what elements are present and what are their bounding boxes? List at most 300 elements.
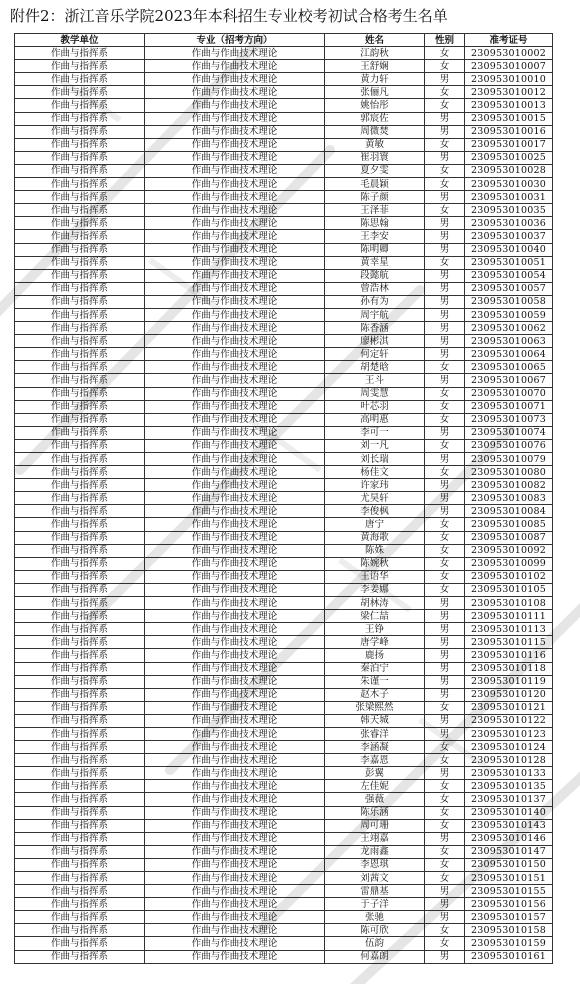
table-row	[15, 99, 553, 112]
cell-major: 作曲与作曲技术理论	[145, 243, 325, 256]
cell-gender: 男	[425, 675, 465, 688]
cell-department: 作曲与指挥系	[15, 610, 145, 623]
cell-exam-id: 230953010156	[465, 898, 553, 911]
cell-exam-id: 230953010157	[465, 911, 553, 924]
cell-exam-id: 230953010119	[465, 675, 553, 688]
cell-major: 作曲与作曲技术理论	[145, 531, 325, 544]
cell-exam-id: 230953010113	[465, 623, 553, 636]
cell-exam-id: 230953010010	[465, 73, 553, 86]
cell-name: 叶芯羽	[325, 400, 425, 413]
cell-gender: 男	[425, 714, 465, 727]
cell-major: 作曲与作曲技术理论	[145, 649, 325, 662]
cell-gender: 男	[425, 112, 465, 125]
cell-name: 陈明卿	[325, 243, 425, 256]
cell-major: 作曲与作曲技术理论	[145, 178, 325, 191]
cell-exam-id: 230953010099	[465, 557, 553, 570]
cell-exam-id: 230953010070	[465, 387, 553, 400]
cell-major: 作曲与作曲技术理论	[145, 492, 325, 505]
cell-department: 作曲与指挥系	[15, 60, 145, 73]
cell-name: 唐宁	[325, 518, 425, 531]
cell-major: 作曲与作曲技术理论	[145, 439, 325, 452]
cell-major: 作曲与作曲技术理论	[145, 767, 325, 780]
cell-name: 王舒娴	[325, 60, 425, 73]
cell-major: 作曲与作曲技术理论	[145, 138, 325, 151]
table-row	[15, 413, 553, 426]
cell-department: 作曲与指挥系	[15, 322, 145, 335]
cell-major: 作曲与作曲技术理论	[145, 125, 325, 138]
table-row	[15, 295, 553, 308]
cell-gender: 男	[425, 911, 465, 924]
cell-gender: 男	[425, 898, 465, 911]
cell-department: 作曲与指挥系	[15, 466, 145, 479]
cell-department: 作曲与指挥系	[15, 151, 145, 164]
cell-gender: 女	[425, 361, 465, 374]
table-row	[15, 531, 553, 544]
table-row	[15, 518, 553, 531]
cell-department: 作曲与指挥系	[15, 47, 145, 60]
cell-gender: 男	[425, 662, 465, 675]
table-row	[15, 426, 553, 439]
cell-gender: 女	[425, 86, 465, 99]
cell-exam-id: 230953010012	[465, 86, 553, 99]
cell-gender: 男	[425, 426, 465, 439]
cell-gender: 女	[425, 178, 465, 191]
table-row	[15, 662, 553, 675]
cell-major: 作曲与作曲技术理论	[145, 780, 325, 793]
cell-major: 作曲与作曲技术理论	[145, 688, 325, 701]
cell-exam-id: 230953010123	[465, 727, 553, 740]
table-row	[15, 348, 553, 361]
cell-major: 作曲与作曲技术理论	[145, 230, 325, 243]
cell-name: 左佳妮	[325, 780, 425, 793]
cell-gender: 女	[425, 204, 465, 217]
cell-exam-id: 230953010085	[465, 518, 553, 531]
cell-name: 周宇航	[325, 308, 425, 321]
cell-major: 作曲与作曲技术理论	[145, 295, 325, 308]
table-row	[15, 308, 553, 321]
cell-exam-id: 230953010147	[465, 845, 553, 858]
table-row	[15, 125, 553, 138]
cell-department: 作曲与指挥系	[15, 282, 145, 295]
table-row	[15, 701, 553, 714]
cell-department: 作曲与指挥系	[15, 112, 145, 125]
cell-department: 作曲与指挥系	[15, 741, 145, 754]
cell-major: 作曲与作曲技术理论	[145, 675, 325, 688]
table-row	[15, 178, 553, 191]
cell-department: 作曲与指挥系	[15, 413, 145, 426]
cell-exam-id: 230953010118	[465, 662, 553, 675]
cell-exam-id: 230953010064	[465, 348, 553, 361]
cell-major: 作曲与作曲技术理论	[145, 308, 325, 321]
cell-department: 作曲与指挥系	[15, 400, 145, 413]
cell-department: 作曲与指挥系	[15, 426, 145, 439]
cell-major: 作曲与作曲技术理论	[145, 701, 325, 714]
cell-major: 作曲与作曲技术理论	[145, 204, 325, 217]
cell-gender: 男	[425, 832, 465, 845]
cell-gender: 女	[425, 937, 465, 950]
cell-department: 作曲与指挥系	[15, 73, 145, 86]
cell-name: 李可一	[325, 426, 425, 439]
cell-gender: 女	[425, 47, 465, 60]
cell-department: 作曲与指挥系	[15, 754, 145, 767]
cell-name: 周微焚	[325, 125, 425, 138]
cell-major: 作曲与作曲技术理论	[145, 151, 325, 164]
cell-major: 作曲与作曲技术理论	[145, 60, 325, 73]
cell-major: 作曲与作曲技术理论	[145, 819, 325, 832]
table-row	[15, 282, 553, 295]
cell-exam-id: 230953010058	[465, 295, 553, 308]
cell-name: 伍韵	[325, 937, 425, 950]
cell-gender: 男	[425, 243, 465, 256]
cell-name: 朱谨一	[325, 675, 425, 688]
cell-exam-id: 230953010028	[465, 164, 553, 177]
roster-table	[14, 33, 553, 964]
table-row	[15, 688, 553, 701]
table-row	[15, 806, 553, 819]
cell-department: 作曲与指挥系	[15, 453, 145, 466]
cell-name: 秦泊宁	[325, 662, 425, 675]
cell-exam-id: 230953010159	[465, 937, 553, 950]
cell-major: 作曲与作曲技术理论	[145, 387, 325, 400]
cell-department: 作曲与指挥系	[15, 583, 145, 596]
cell-major: 作曲与作曲技术理论	[145, 806, 325, 819]
cell-exam-id: 230953010161	[465, 950, 553, 963]
table-row	[15, 727, 553, 740]
cell-gender: 男	[425, 649, 465, 662]
cell-name: 陈思翰	[325, 217, 425, 230]
cell-gender: 男	[425, 217, 465, 230]
cell-department: 作曲与指挥系	[15, 125, 145, 138]
cell-department: 作曲与指挥系	[15, 597, 145, 610]
cell-name: 雷鼎基	[325, 885, 425, 898]
cell-name: 王语华	[325, 570, 425, 583]
cell-department: 作曲与指挥系	[15, 688, 145, 701]
cell-name: 黄敏	[325, 138, 425, 151]
cell-exam-id: 230953010036	[465, 217, 553, 230]
cell-department: 作曲与指挥系	[15, 361, 145, 374]
table-row	[15, 610, 553, 623]
cell-name: 陈子颜	[325, 191, 425, 204]
cell-exam-id: 230953010007	[465, 60, 553, 73]
cell-gender: 女	[425, 413, 465, 426]
table-row	[15, 741, 553, 754]
cell-gender: 男	[425, 623, 465, 636]
cell-gender: 男	[425, 610, 465, 623]
cell-gender: 男	[425, 348, 465, 361]
column-header-name: 姓名	[325, 34, 425, 47]
cell-gender: 女	[425, 518, 465, 531]
cell-major: 作曲与作曲技术理论	[145, 583, 325, 596]
table-row	[15, 767, 553, 780]
cell-name: 彭翼	[325, 767, 425, 780]
table-row	[15, 636, 553, 649]
cell-department: 作曲与指挥系	[15, 138, 145, 151]
cell-department: 作曲与指挥系	[15, 505, 145, 518]
cell-department: 作曲与指挥系	[15, 806, 145, 819]
cell-name: 张睿洋	[325, 727, 425, 740]
table-row	[15, 86, 553, 99]
cell-name: 段懿航	[325, 269, 425, 282]
cell-major: 作曲与作曲技术理论	[145, 400, 325, 413]
cell-exam-id: 230953010128	[465, 754, 553, 767]
cell-name: 张驰	[325, 911, 425, 924]
cell-department: 作曲与指挥系	[15, 832, 145, 845]
cell-major: 作曲与作曲技术理论	[145, 518, 325, 531]
cell-department: 作曲与指挥系	[15, 623, 145, 636]
cell-major: 作曲与作曲技术理论	[145, 256, 325, 269]
cell-gender: 女	[425, 845, 465, 858]
cell-gender: 男	[425, 295, 465, 308]
cell-department: 作曲与指挥系	[15, 518, 145, 531]
cell-gender: 女	[425, 138, 465, 151]
cell-name: 陈可欣	[325, 924, 425, 937]
cell-name: 黄力轩	[325, 73, 425, 86]
cell-major: 作曲与作曲技术理论	[145, 950, 325, 963]
cell-gender: 男	[425, 767, 465, 780]
cell-name: 梁仁喆	[325, 610, 425, 623]
cell-gender: 男	[425, 374, 465, 387]
cell-exam-id: 230953010158	[465, 924, 553, 937]
table-row	[15, 217, 553, 230]
cell-exam-id: 230953010035	[465, 204, 553, 217]
cell-department: 作曲与指挥系	[15, 727, 145, 740]
cell-name: 鹿扬	[325, 649, 425, 662]
cell-name: 刘一凡	[325, 439, 425, 452]
cell-major: 作曲与作曲技术理论	[145, 73, 325, 86]
cell-department: 作曲与指挥系	[15, 714, 145, 727]
cell-gender: 女	[425, 793, 465, 806]
cell-major: 作曲与作曲技术理论	[145, 898, 325, 911]
table-row	[15, 387, 553, 400]
cell-exam-id: 230953010002	[465, 47, 553, 60]
cell-major: 作曲与作曲技术理论	[145, 413, 325, 426]
cell-department: 作曲与指挥系	[15, 204, 145, 217]
cell-department: 作曲与指挥系	[15, 492, 145, 505]
cell-name: 许家玮	[325, 479, 425, 492]
cell-department: 作曲与指挥系	[15, 557, 145, 570]
cell-major: 作曲与作曲技术理论	[145, 570, 325, 583]
cell-gender: 女	[425, 924, 465, 937]
table-row	[15, 400, 553, 413]
cell-exam-id: 230953010054	[465, 269, 553, 282]
cell-exam-id: 230953010059	[465, 308, 553, 321]
cell-major: 作曲与作曲技术理论	[145, 858, 325, 871]
cell-name: 胡楚晗	[325, 361, 425, 374]
cell-major: 作曲与作曲技术理论	[145, 544, 325, 557]
cell-gender: 女	[425, 754, 465, 767]
table-row	[15, 256, 553, 269]
cell-name: 于子洋	[325, 898, 425, 911]
cell-name: 韩天城	[325, 714, 425, 727]
cell-exam-id: 230953010092	[465, 544, 553, 557]
cell-department: 作曲与指挥系	[15, 570, 145, 583]
cell-exam-id: 230953010133	[465, 767, 553, 780]
cell-name: 刘茜文	[325, 872, 425, 885]
cell-exam-id: 230953010079	[465, 453, 553, 466]
cell-department: 作曲与指挥系	[15, 675, 145, 688]
cell-exam-id: 230953010084	[465, 505, 553, 518]
cell-gender: 男	[425, 597, 465, 610]
cell-gender: 女	[425, 387, 465, 400]
cell-major: 作曲与作曲技术理论	[145, 374, 325, 387]
cell-exam-id: 230953010073	[465, 413, 553, 426]
cell-name: 陈婉秋	[325, 557, 425, 570]
cell-major: 作曲与作曲技术理论	[145, 47, 325, 60]
cell-name: 黄幸星	[325, 256, 425, 269]
table-row	[15, 583, 553, 596]
cell-gender: 女	[425, 99, 465, 112]
cell-major: 作曲与作曲技术理论	[145, 426, 325, 439]
table-row	[15, 335, 553, 348]
cell-name: 李俊枫	[325, 505, 425, 518]
cell-gender: 男	[425, 950, 465, 963]
cell-exam-id: 230953010151	[465, 872, 553, 885]
cell-major: 作曲与作曲技术理论	[145, 662, 325, 675]
cell-exam-id: 230953010082	[465, 479, 553, 492]
cell-gender: 男	[425, 308, 465, 321]
cell-exam-id: 230953010025	[465, 151, 553, 164]
column-header-gender: 性别	[425, 34, 465, 47]
cell-department: 作曲与指挥系	[15, 701, 145, 714]
table-row	[15, 164, 553, 177]
cell-gender: 女	[425, 544, 465, 557]
table-row	[15, 322, 553, 335]
cell-exam-id: 230953010087	[465, 531, 553, 544]
cell-gender: 女	[425, 701, 465, 714]
table-row	[15, 793, 553, 806]
cell-department: 作曲与指挥系	[15, 86, 145, 99]
cell-gender: 男	[425, 492, 465, 505]
cell-department: 作曲与指挥系	[15, 191, 145, 204]
cell-name: 龙雨鑫	[325, 845, 425, 858]
table-row	[15, 623, 553, 636]
cell-major: 作曲与作曲技术理论	[145, 937, 325, 950]
cell-major: 作曲与作曲技术理论	[145, 793, 325, 806]
cell-major: 作曲与作曲技术理论	[145, 466, 325, 479]
cell-department: 作曲与指挥系	[15, 230, 145, 243]
table-row	[15, 374, 553, 387]
cell-name: 赵木子	[325, 688, 425, 701]
cell-exam-id: 230953010105	[465, 583, 553, 596]
cell-exam-id: 230953010111	[465, 610, 553, 623]
cell-name: 王铮	[325, 623, 425, 636]
cell-major: 作曲与作曲技术理论	[145, 623, 325, 636]
cell-department: 作曲与指挥系	[15, 819, 145, 832]
cell-name: 高明惠	[325, 413, 425, 426]
table-row	[15, 151, 553, 164]
cell-department: 作曲与指挥系	[15, 374, 145, 387]
table-row	[15, 780, 553, 793]
table-row	[15, 950, 553, 963]
cell-exam-id: 230953010150	[465, 858, 553, 871]
cell-exam-id: 230953010137	[465, 793, 553, 806]
cell-name: 江韵秋	[325, 47, 425, 60]
cell-exam-id: 230953010062	[465, 322, 553, 335]
cell-department: 作曲与指挥系	[15, 335, 145, 348]
column-header-major: 专业（招考方向）	[145, 34, 325, 47]
cell-major: 作曲与作曲技术理论	[145, 832, 325, 845]
cell-exam-id: 230953010155	[465, 885, 553, 898]
cell-gender: 女	[425, 256, 465, 269]
cell-exam-id: 230953010057	[465, 282, 553, 295]
cell-major: 作曲与作曲技术理论	[145, 453, 325, 466]
cell-name: 胡林涛	[325, 597, 425, 610]
cell-exam-id: 230953010121	[465, 701, 553, 714]
cell-major: 作曲与作曲技术理论	[145, 872, 325, 885]
cell-exam-id: 230953010037	[465, 230, 553, 243]
cell-name: 杨佳文	[325, 466, 425, 479]
cell-exam-id: 230953010040	[465, 243, 553, 256]
cell-gender: 男	[425, 727, 465, 740]
cell-name: 尤昊轩	[325, 492, 425, 505]
table-row	[15, 112, 553, 125]
table-row	[15, 492, 553, 505]
cell-name: 王李安	[325, 230, 425, 243]
cell-department: 作曲与指挥系	[15, 217, 145, 230]
cell-exam-id: 230953010074	[465, 426, 553, 439]
cell-major: 作曲与作曲技术理论	[145, 86, 325, 99]
cell-gender: 女	[425, 570, 465, 583]
cell-major: 作曲与作曲技术理论	[145, 282, 325, 295]
cell-department: 作曲与指挥系	[15, 937, 145, 950]
cell-major: 作曲与作曲技术理论	[145, 741, 325, 754]
cell-gender: 女	[425, 439, 465, 452]
cell-major: 作曲与作曲技术理论	[145, 99, 325, 112]
table-row	[15, 453, 553, 466]
cell-exam-id: 230953010067	[465, 374, 553, 387]
cell-name: 张俪凡	[325, 86, 425, 99]
cell-exam-id: 230953010102	[465, 570, 553, 583]
cell-department: 作曲与指挥系	[15, 924, 145, 937]
cell-exam-id: 230953010017	[465, 138, 553, 151]
cell-department: 作曲与指挥系	[15, 885, 145, 898]
cell-exam-id: 230953010071	[465, 400, 553, 413]
table-row	[15, 845, 553, 858]
cell-name: 夏夕雯	[325, 164, 425, 177]
cell-department: 作曲与指挥系	[15, 636, 145, 649]
cell-exam-id: 230953010031	[465, 191, 553, 204]
cell-major: 作曲与作曲技术理论	[145, 505, 325, 518]
cell-gender: 男	[425, 151, 465, 164]
cell-department: 作曲与指挥系	[15, 767, 145, 780]
table-row	[15, 479, 553, 492]
cell-major: 作曲与作曲技术理论	[145, 714, 325, 727]
cell-name: 陈姝	[325, 544, 425, 557]
cell-exam-id: 230953010030	[465, 178, 553, 191]
cell-exam-id: 230953010051	[465, 256, 553, 269]
cell-major: 作曲与作曲技术理论	[145, 754, 325, 767]
cell-name: 廖彬淇	[325, 335, 425, 348]
table-row	[15, 243, 553, 256]
table-row	[15, 47, 553, 60]
cell-department: 作曲与指挥系	[15, 649, 145, 662]
cell-major: 作曲与作曲技术理论	[145, 845, 325, 858]
cell-department: 作曲与指挥系	[15, 780, 145, 793]
table-row	[15, 714, 553, 727]
cell-department: 作曲与指挥系	[15, 439, 145, 452]
cell-department: 作曲与指挥系	[15, 387, 145, 400]
cell-gender: 男	[425, 885, 465, 898]
cell-major: 作曲与作曲技术理论	[145, 636, 325, 649]
cell-name: 唐学峰	[325, 636, 425, 649]
cell-department: 作曲与指挥系	[15, 308, 145, 321]
cell-exam-id: 230953010108	[465, 597, 553, 610]
table-row	[15, 60, 553, 73]
cell-department: 作曲与指挥系	[15, 99, 145, 112]
cell-major: 作曲与作曲技术理论	[145, 191, 325, 204]
cell-major: 作曲与作曲技术理论	[145, 217, 325, 230]
cell-name: 陈香涵	[325, 322, 425, 335]
